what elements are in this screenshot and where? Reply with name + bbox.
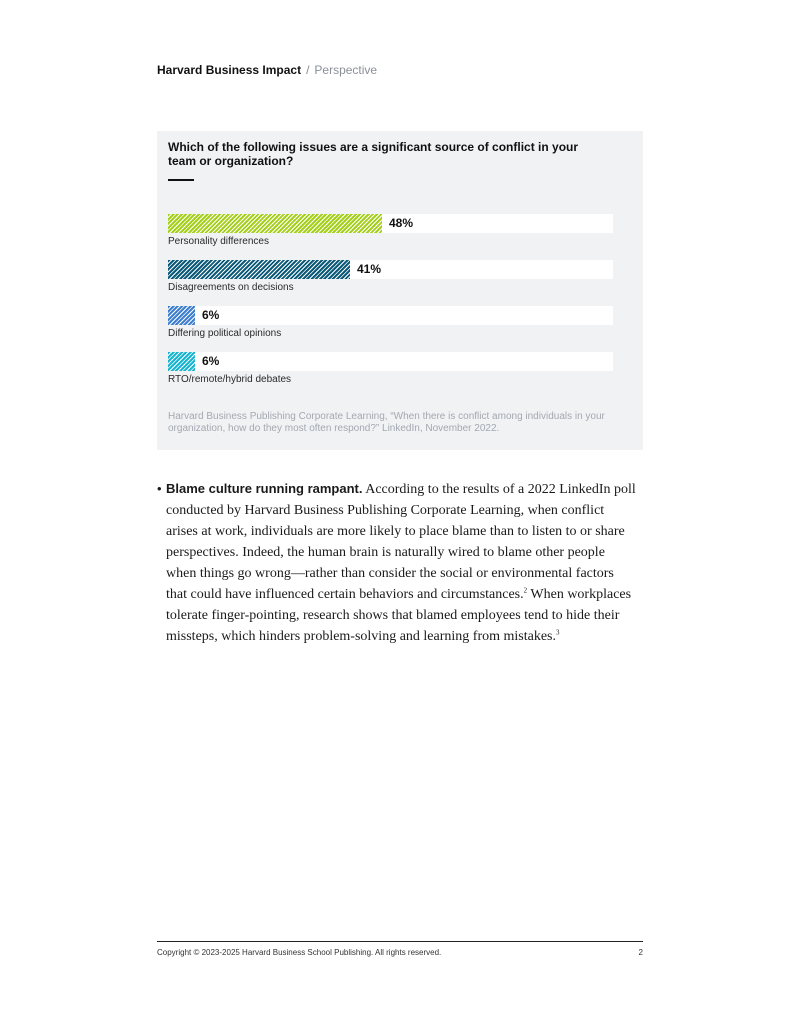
bar-row (168, 260, 613, 300)
page-header (157, 63, 377, 77)
bullet-text-1: According to the results of a 2022 LinkedIn poll conducted by Harvard Business Publishing Corporate Learning, when conflict arises at work, individuals are more likely to place blame than to listen to or share perspectives. Indeed, the human brain is naturally wired to blame other people when things go wrong—rather than consider the social or environmental factors that could have influenced certain behaviors and circumstances. (166, 482, 636, 602)
bar (168, 352, 195, 371)
page-number: 2 (638, 948, 643, 957)
footer-rule (157, 941, 643, 942)
footnote-ref-3[interactable]: 3 (556, 628, 560, 637)
footnote-ref-2[interactable]: 2 (523, 586, 528, 595)
bar-category-label: RTO/remote/hybrid debates (168, 374, 292, 385)
bar-track (168, 260, 613, 279)
bar-category-label: Differing political opinions (168, 328, 282, 339)
brand-name: Harvard Business Impact (157, 63, 302, 77)
bar-row (168, 352, 613, 392)
bar-list (157, 131, 643, 450)
bar (168, 260, 350, 279)
bar-value-label: 6% (202, 354, 220, 368)
bar-track (168, 306, 613, 325)
bullet-paragraph (166, 478, 637, 647)
bar-category-label: Disagreements on decisions (168, 282, 294, 293)
bar-row (168, 214, 613, 254)
section-name: Perspective (314, 63, 378, 77)
bar-value-label: 41% (357, 262, 382, 276)
bullet-icon: • (157, 481, 162, 496)
bar-value-label: 48% (389, 216, 414, 230)
header-separator: / (306, 63, 310, 77)
chart-source: Harvard Business Publishing Corporate Learning, “When there is conflict among individuals in your organization, how do they most often respond?” LinkedIn, November 2022. (168, 411, 605, 434)
blame-culture-bullet (157, 478, 637, 647)
bar-value-label: 6% (202, 308, 220, 322)
bar-row (168, 306, 613, 346)
footer-copyright: Copyright © 2023-2025 Harvard Business School Publishing. All rights reserved. (157, 948, 442, 957)
bar-category-label: Personality differences (168, 236, 269, 247)
bar (168, 306, 195, 325)
bar (168, 214, 382, 233)
chart-title: Which of the following issues are a significant source of conflict in your team or organization? (168, 140, 579, 168)
survey-chart (157, 131, 643, 450)
bullet-lead: Blame culture running rampant. (166, 481, 363, 496)
bullet-text-2: When workplaces tolerate finger-pointing, research shows that blamed employees tend to hide their missteps, which hinders problem-solving and learning from mistakes. (166, 587, 632, 644)
bar-track (168, 352, 613, 371)
